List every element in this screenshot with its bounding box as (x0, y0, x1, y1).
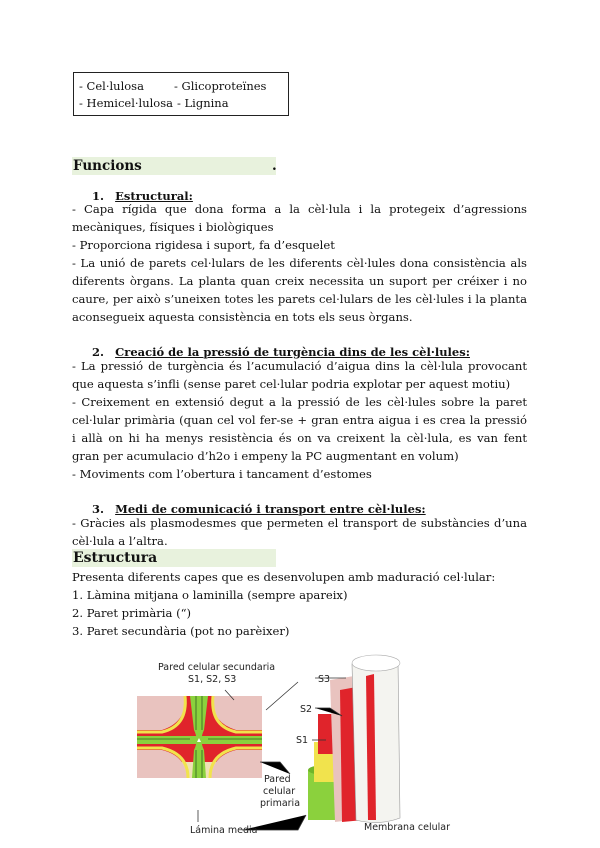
label-secondary-wall: Pared celular secundaria (158, 662, 276, 673)
section-2-body (72, 357, 527, 483)
section-1-body (72, 200, 527, 326)
components-box (73, 72, 289, 116)
estructura-intro: Presenta diferents capes que es desenvolupen amb maduració cel·lular: (72, 570, 496, 584)
label-s3: S3 (318, 674, 331, 685)
estructura-item: 2. Paret primària (“) (72, 606, 192, 620)
estructura-item: 1. Làmina mitjana o laminilla (sempre apareix) (72, 588, 348, 602)
section-3-title: Medi de comunicació i transport entre cèl·lules: (115, 502, 426, 516)
cell-junction-detail (137, 696, 262, 778)
component-cellulose: - Cel·lulosa (79, 79, 144, 93)
section-1-title: Estructural: (115, 189, 193, 203)
label-primary-2: celular (263, 786, 296, 797)
section-1-paragraph: - Proporciona rigidesa i suport, fa d’esquelet (72, 238, 335, 252)
section-3-paragraph: - Gràcies als plasmodesmes que permeten el transport de substàncies d’una cèl·lula a l’altra. (72, 516, 527, 548)
section-2-paragraph: - Creixement en extensió degut a la pressió de les cèl·lules sobre la paret cel·lular primària (quan cel vol fer-se + gran entra aigua i es crea la pressió i allà on hi ha menys resistència és on va creixent la cèl·lula, es van fent gran per acumulacio d’h2o i empeny la PC augmentant en volum) (72, 395, 527, 463)
section-3-body (72, 514, 527, 550)
component-hemicellulose: - Hemicel·lulosa (79, 96, 173, 110)
funcions-heading: Funcions (72, 157, 276, 175)
label-secondary-layers: S1, S2, S3 (188, 674, 237, 685)
label-s1: S1 (296, 735, 309, 746)
label-middle-lamella: Lámina media (190, 825, 258, 836)
section-2-title: Creació de la pressió de turgència dins de les cèl·lules: (115, 345, 470, 359)
section-3-number: 3. (92, 502, 105, 516)
label-cell-membrane: Membrana celular (364, 822, 451, 833)
estructura-heading: Estructura (72, 549, 276, 567)
section-2-paragraph: - La pressió de turgència és l’acumulació d’aigua dins la cèl·lula provocant que aquesta s’infli (sense paret cel·lular podria explotar per aquest motiu) (72, 359, 527, 391)
estructura-item: 3. Paret secundària (pot no parèixer) (72, 624, 290, 638)
section-1-paragraph: - Capa rígida que dona forma a la cèl·lula i la protegeix d’agressions mecàniques, físiques i biològiques (72, 202, 527, 234)
section-2-paragraph: - Moviments com l’obertura i tancament d’estomes (72, 467, 372, 481)
cell-wall-diagram (130, 650, 470, 846)
section-1-number: 1. (92, 189, 105, 203)
component-glycoproteins: - Glicoproteïnes (174, 79, 267, 93)
section-2-number: 2. (92, 345, 105, 359)
label-primary-3: primaria (260, 798, 301, 809)
funcions-heading-dot: . (272, 158, 277, 174)
component-lignin: - Lignina (177, 96, 229, 110)
section-1-paragraph: - La unió de parets cel·lulars de les diferents cèl·lules dona consistència als diferents òrgans. La planta quan creix necessita un suport per créixer i no caure, per això s’uneixen totes les parets cel·lulars de les cèl·lules i la planta aconsegueix aquesta consistència en tots els seus òrgans. (72, 256, 527, 324)
label-s2: S2 (300, 704, 313, 715)
label-primary-1: Pared (264, 774, 291, 785)
